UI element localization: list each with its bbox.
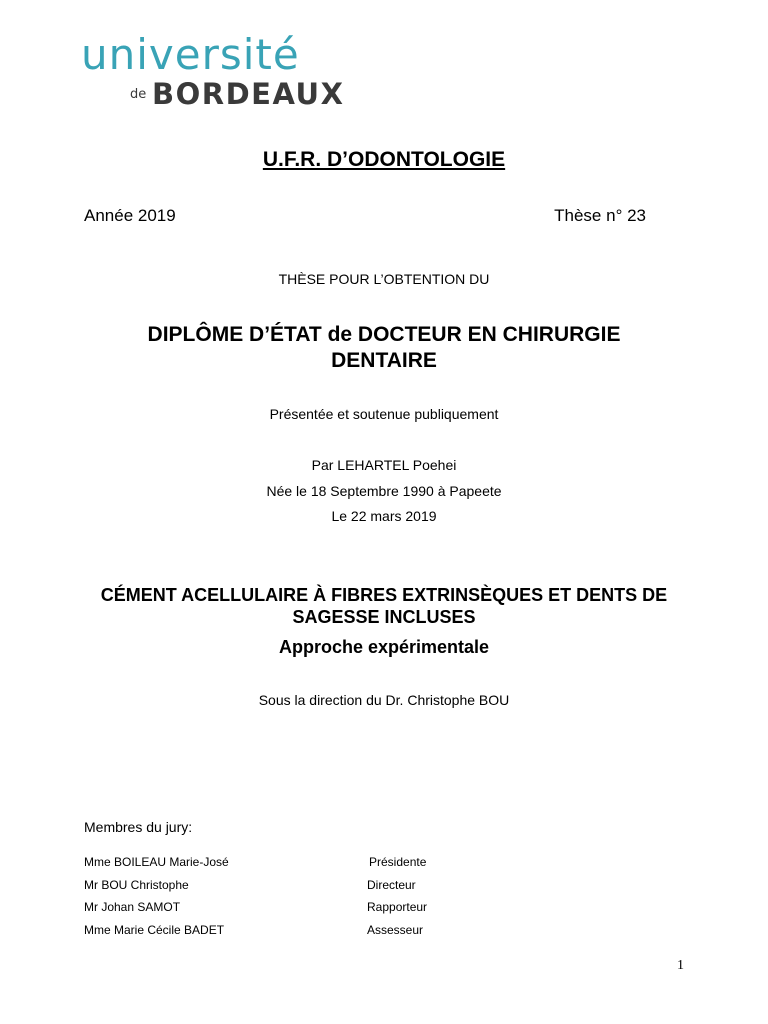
page-number: 1 (677, 958, 684, 973)
jury-member-role: Présidente (369, 855, 427, 869)
jury-row (84, 855, 584, 871)
author-line: Par LEHARTEL Poehei (311, 457, 457, 473)
faculty-heading: U.F.R. D’ODONTOLOGIE (262, 148, 506, 171)
jury-row (84, 923, 584, 939)
thesis-title: CÉMENT ACELLULAIRE À FIBRES EXTRINSÈQUES ET DENTS DE SAGESSE INCLUSES (100, 585, 668, 627)
jury-member-name: Mr Johan SAMOT (84, 900, 181, 914)
jury-heading: Membres du jury: (84, 819, 193, 835)
thesis-subtitle: Approche expérimentale (278, 637, 490, 657)
year-label: Année 2019 (84, 206, 176, 225)
jury-row (84, 900, 584, 916)
diploma-title: DIPLÔME D’ÉTAT de DOCTEUR EN CHIRURGIE DENTAIRE (147, 323, 621, 372)
jury-member-role: Rapporteur (367, 900, 428, 914)
jury-member-role: Directeur (367, 878, 416, 892)
jury-member-name: Mr BOU Christophe (84, 878, 189, 892)
birth-line: Née le 18 Septembre 1990 à Papeete (266, 483, 502, 499)
direction-line: Sous la direction du Dr. Christophe BOU (258, 692, 510, 708)
logo-de: de (130, 87, 147, 102)
thesis-number: Thèse n° 23 (554, 206, 646, 225)
logo-universite: université (81, 30, 300, 79)
jury-member-name: Mme Marie Cécile BADET (84, 923, 225, 937)
jury-member-name: Mme BOILEAU Marie-José (84, 855, 229, 869)
jury-row (84, 878, 584, 894)
logo-bordeaux: BORDEAUX (152, 77, 345, 111)
obtention-line: THÈSE POUR L’OBTENTION DU (278, 271, 490, 287)
presented-line: Présentée et soutenue publiquement (269, 406, 499, 422)
defense-date: Le 22 mars 2019 (331, 508, 437, 524)
jury-member-role: Assesseur (367, 923, 424, 937)
